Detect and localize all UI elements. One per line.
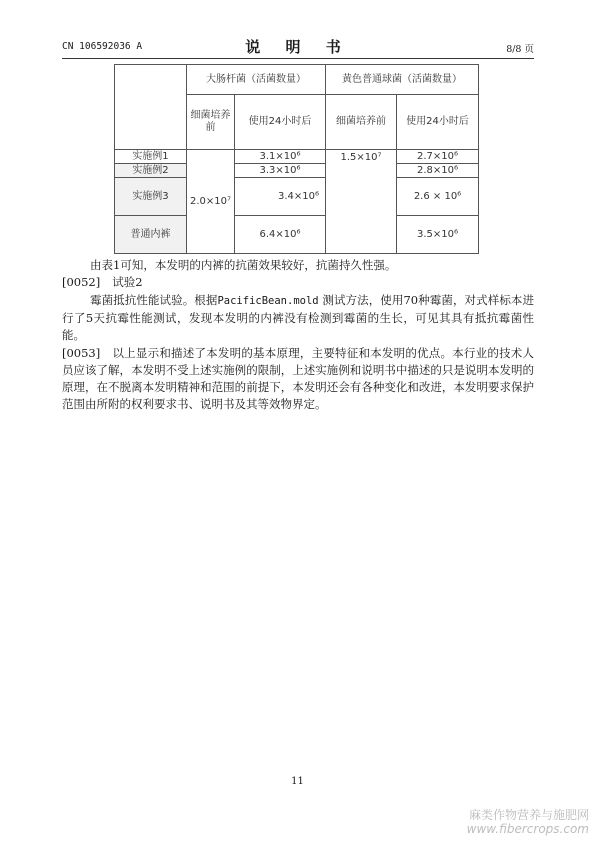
row-label: 实施例1	[115, 150, 187, 164]
subheader-staph-after: 使用24小时后	[397, 95, 479, 150]
subheader-ecoli-before: 细菌培养前	[187, 95, 235, 150]
results-table	[114, 64, 479, 254]
paragraph-0053	[62, 345, 534, 413]
document-title: 说 明 书	[245, 38, 351, 56]
ecoli-before-value: 2.0×10⁷	[187, 150, 235, 254]
table-corner-cell	[115, 65, 187, 150]
page-indicator: 8/8 页	[506, 44, 534, 55]
test-method-code: PacificBean.mold	[217, 295, 319, 307]
page-number: 11	[291, 776, 304, 787]
patent-number: CN 106592036 A	[62, 41, 143, 52]
staph-after-value: 2.8×10⁶	[397, 164, 479, 178]
row-label: 实施例3	[115, 178, 187, 216]
ecoli-after-value: 3.4×10⁶	[235, 178, 326, 216]
watermark-text: 麻类作物营养与施肥网	[468, 808, 589, 822]
staph-after-value: 3.5×10⁶	[397, 216, 479, 254]
paragraph-0052	[62, 274, 534, 291]
paragraph-text: 试验2	[112, 275, 143, 289]
paragraph-text: 测试方法，使用70种霉菌，对式样标本进行了5天抗霉性能测试，发现本发明的内裤没有检测到霉菌的生长，可见其具有抵抗霉菌性能。	[62, 293, 534, 342]
paragraph-text: 霉菌抵抗性能试验。根据	[90, 293, 218, 307]
col-header-staph: 黄色普通球菌（活菌数量）	[326, 65, 479, 95]
row-label: 实施例2	[115, 164, 187, 178]
paragraph-text: 以上显示和描述了本发明的基本原理，主要特征和本发明的优点。本行业的技术人员应该了解，本发明不受上述实施例的限制，上述实施例和说明书中描述的只是说明本发明的原理，在不脱离本发明精神和范围的前提下，本发明还会有各种变化和改进，本发明要求保护范围由所附的权利要求书、说明书及其等效物界定。	[62, 346, 534, 411]
paragraph-mold-test	[62, 292, 534, 344]
staph-after-value: 2.6 × 10⁶	[397, 178, 479, 216]
page-header	[62, 40, 534, 56]
ecoli-after-value: 3.1×10⁶	[235, 150, 326, 164]
ecoli-after-value: 6.4×10⁶	[235, 216, 326, 254]
paragraph-number: [0052]	[62, 275, 101, 289]
staph-before-value: 1.5×10⁷	[326, 150, 397, 254]
paragraph-table-conclusion	[90, 257, 534, 274]
paragraph-text: 由表1可知，本发明的内裤的抗菌效果较好，抗菌持久性强。	[90, 258, 397, 272]
col-header-ecoli: 大肠杆菌（活菌数量）	[187, 65, 326, 95]
staph-after-value: 2.7×10⁶	[397, 150, 479, 164]
subheader-staph-before: 细菌培养前	[326, 95, 397, 150]
header-divider	[62, 58, 534, 59]
subheader-ecoli-after: 使用24小时后	[235, 95, 326, 150]
watermark-url: www.fibercrops.com	[466, 822, 589, 836]
paragraph-number: [0053]	[62, 346, 101, 360]
row-label: 普通内裤	[115, 216, 187, 254]
ecoli-after-value: 3.3×10⁶	[235, 164, 326, 178]
